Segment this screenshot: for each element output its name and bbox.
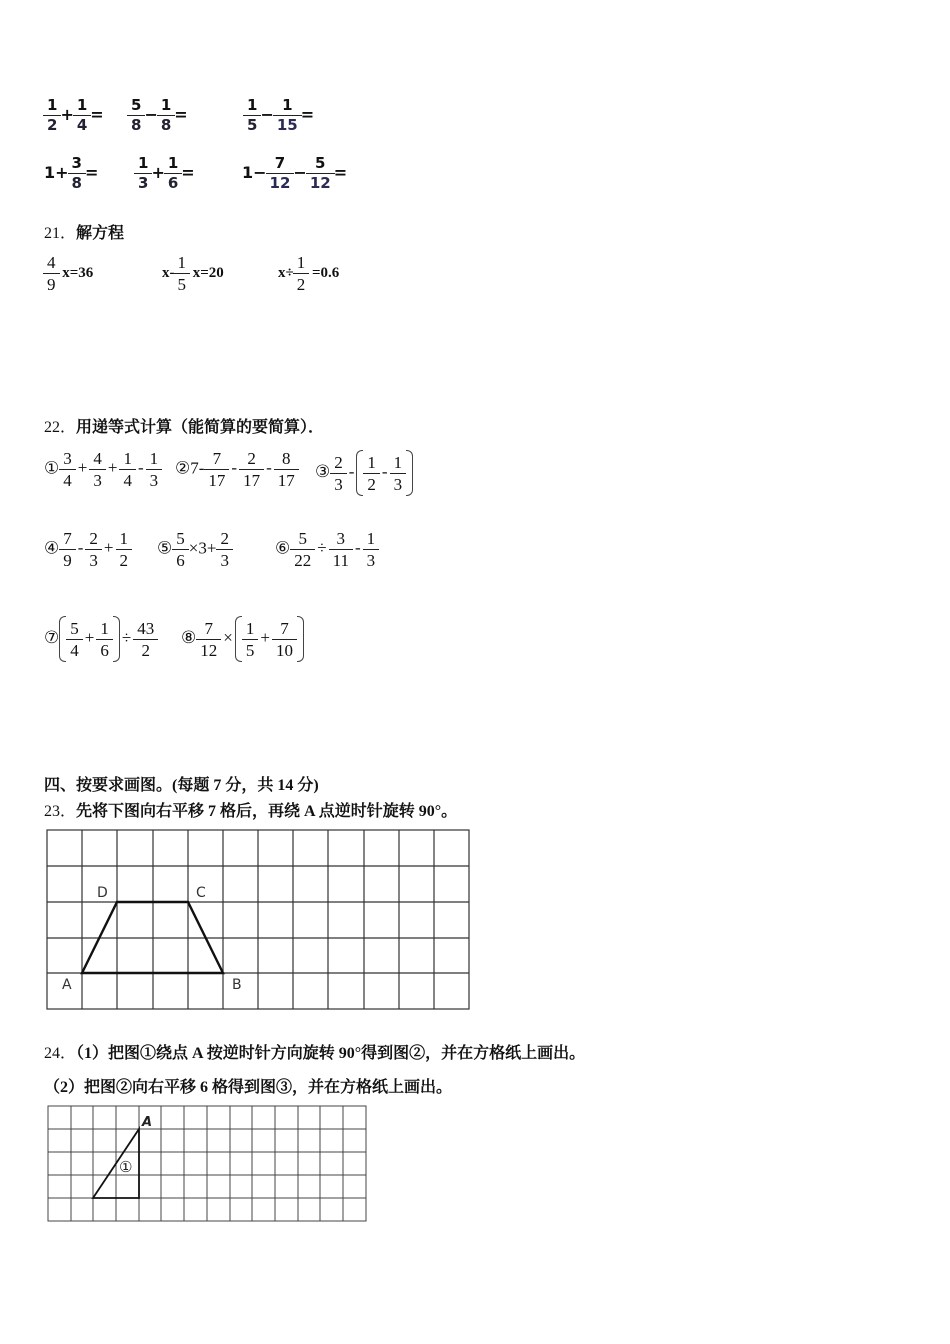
q21-heading: 21．解方程	[44, 225, 125, 242]
label-d: D	[97, 885, 108, 901]
q23-grid	[47, 830, 469, 1009]
left-paren	[235, 616, 242, 662]
q22-problem-6: ⑥ $\frac{5}{22}$ ÷ $\frac{3}{11}$ - $\frac{1}{3}$	[275, 530, 379, 569]
calc-1-3: $\frac{1}{5}$ − $\frac{1}{15}$ =	[244, 98, 314, 133]
q23-heading: 23．先将下图向右平移 7 格后，再绕 A 点逆时针旋转 90°。	[44, 803, 458, 820]
q22-problem-2: ②7- $\frac{7}{17}$ - $\frac{2}{17}$ - $\frac{8}{17}$	[175, 450, 299, 489]
q21-eq3: x÷ $\frac{1}{2}$ =0.6	[278, 253, 340, 294]
q22-problem-3: ③ $\frac{2}{3}$ - $\frac{1}{2}$ - $\frac{1}{3}$	[315, 450, 413, 496]
left-paren	[356, 450, 363, 496]
right-paren	[113, 616, 120, 662]
right-paren	[406, 450, 413, 496]
label-a: A	[62, 977, 72, 993]
q22-heading: 22．用递等式计算（能简算的要简算）．	[44, 419, 325, 436]
q22-problem-4: ④ $\frac{7}{9}$ - $\frac{2}{3}$ + $\frac{1}{2}$	[44, 530, 132, 569]
q22-problem-1: ① $\frac{3}{4}$ + $\frac{4}{3}$ + $\frac{1}{4}$ - $\frac{1}{3}$	[44, 450, 162, 489]
label-a: A	[142, 1115, 153, 1130]
calc-2-3: 1− $\frac{7}{12}$ − $\frac{5}{12}$ =	[242, 154, 348, 192]
label-b: B	[232, 977, 242, 993]
q23-grid-figure	[46, 829, 472, 1013]
calc-2-1: 1+ $\frac{3}{8}$ =	[44, 154, 99, 192]
q24-line2: （2）把图②向右平移 6 格得到图③，并在方格纸上画出。	[44, 1079, 453, 1096]
q24-grid	[48, 1106, 366, 1221]
q21-eq2: x- $\frac{1}{5}$ x=20	[162, 253, 224, 294]
q22-problem-5: ⑤ $\frac{5}{6}$ ×3+ $\frac{2}{3}$	[157, 530, 233, 569]
q22-problem-7: ⑦ $\frac{5}{4}$ + $\frac{1}{6}$ ÷ $\frac{43}{2}$	[44, 616, 158, 662]
label-c: C	[196, 885, 206, 901]
calc-2-2: $\frac{1}{3}$ + $\frac{1}{6}$ =	[135, 156, 195, 191]
right-paren	[297, 616, 304, 662]
calc-1-1: $\frac{1}{2}$ + $\frac{1}{4}$ =	[44, 105, 104, 124]
calc-row-1	[44, 98, 104, 133]
figure-1-label: ①	[119, 1158, 133, 1176]
q22-problem-8: ⑧ $\frac{7}{12}$ × $\frac{1}{5}$ + $\frac{7}{10}$	[181, 616, 304, 662]
left-paren	[59, 616, 66, 662]
calc-1-2: $\frac{5}{8}$ − $\frac{1}{8}$ =	[128, 98, 188, 133]
section-4-title: 四、按要求画图。(每题 7 分，共 14 分)	[44, 777, 319, 794]
q21-eq1: $\frac{4}{9}$ x=36	[44, 254, 93, 293]
q24-line1: 24．（1）把图①绕点 A 按逆时针方向旋转 90°得到图②，并在方格纸上画出。	[44, 1045, 586, 1062]
q24-grid-figure	[46, 1104, 370, 1226]
